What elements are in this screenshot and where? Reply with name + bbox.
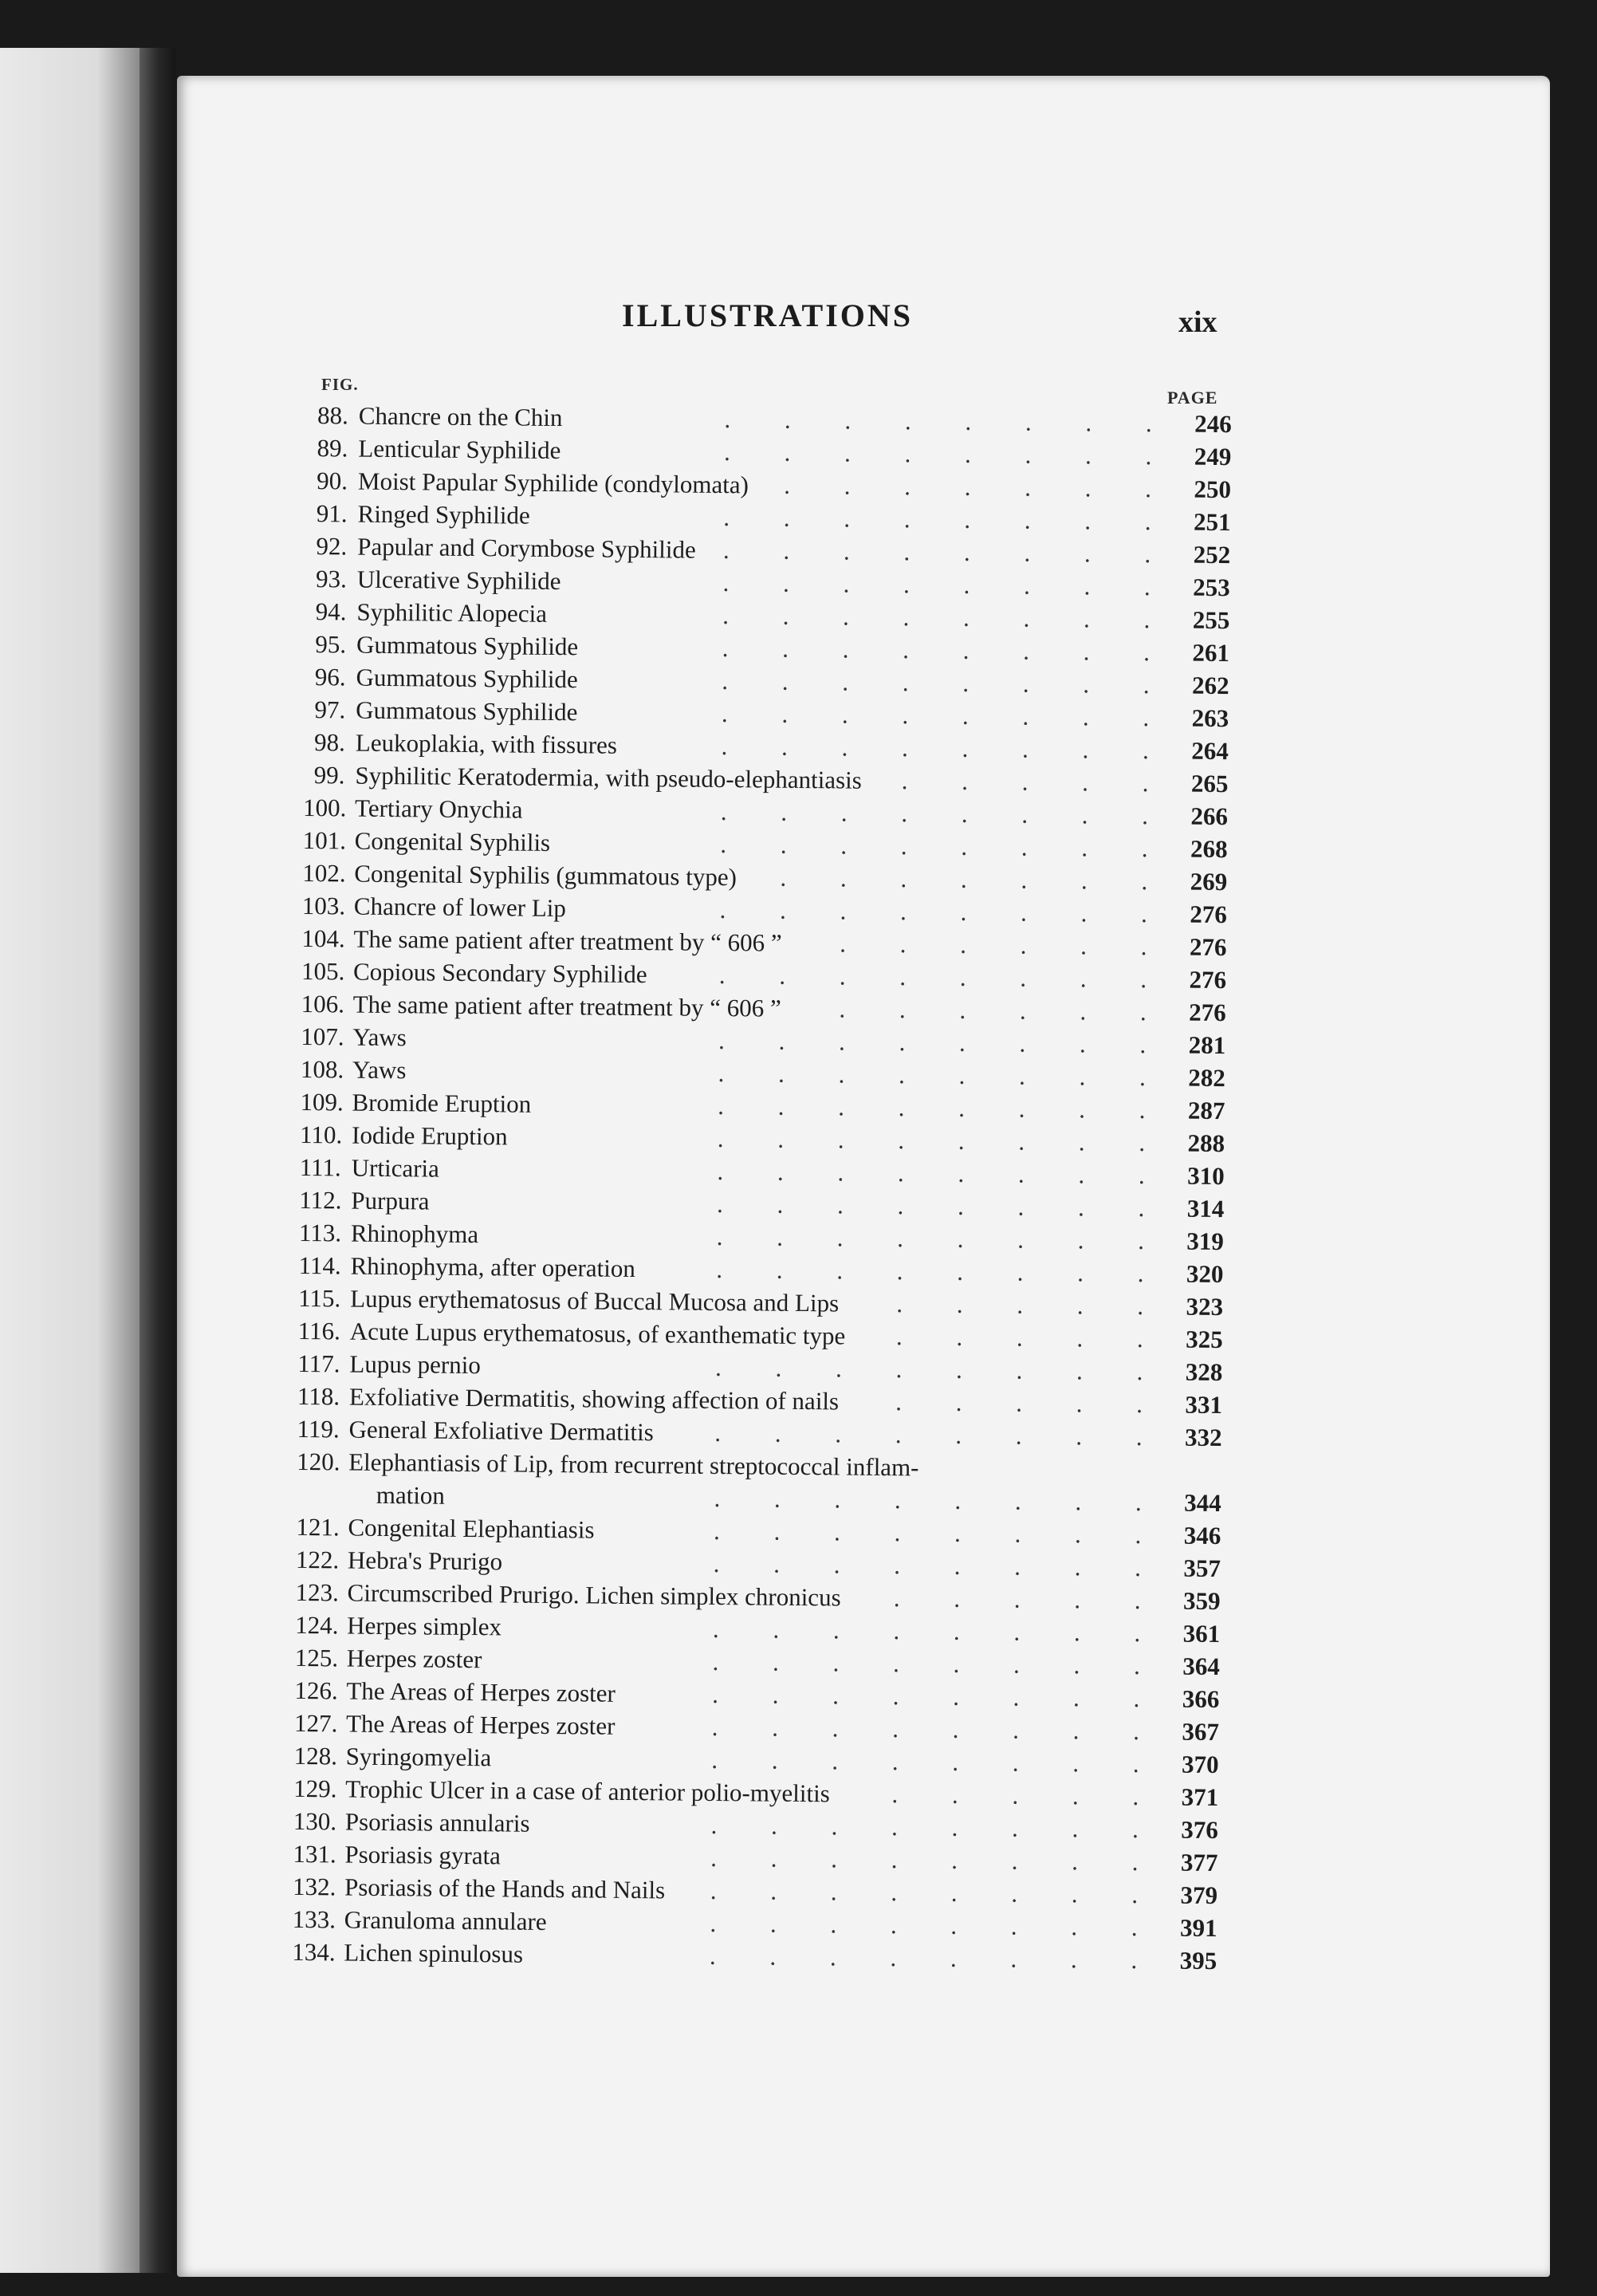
figure-number: 112. bbox=[299, 1185, 342, 1215]
figure-number: 96. bbox=[314, 663, 346, 691]
page-reference: 276 bbox=[1190, 900, 1228, 929]
dot-leader: . . . . . . . . bbox=[714, 1418, 1166, 1451]
figure-number: 103. bbox=[301, 891, 346, 920]
page-title: ILLUSTRATIONS bbox=[622, 297, 914, 333]
page-reference: 366 bbox=[1182, 1684, 1220, 1714]
page-reference: 265 bbox=[1190, 769, 1229, 798]
figure-title: Syphilitic Keratodermia, with pseudo-elephantiasis bbox=[355, 761, 862, 794]
dot-leader: . . . . . . . . bbox=[721, 732, 1173, 765]
page-reference: 249 bbox=[1194, 442, 1232, 471]
dot-leader: . . . . . . . . bbox=[716, 1254, 1168, 1288]
dot-leader: . . . . . . . . bbox=[710, 1810, 1162, 1844]
figure-number: 106. bbox=[301, 989, 345, 1018]
dot-leader: . . . . . . . bbox=[784, 471, 1176, 503]
figure-number: 104. bbox=[301, 924, 345, 953]
facing-page-edge bbox=[0, 48, 140, 2273]
page-reference: 359 bbox=[1182, 1586, 1221, 1616]
figure-title: Tertiary Onychia bbox=[354, 794, 523, 824]
dot-leader: . . . . . . . . bbox=[720, 830, 1172, 863]
dot-leader: . . . . . . . . bbox=[724, 405, 1176, 438]
page-reference: 325 bbox=[1186, 1325, 1223, 1354]
figure-number: 91. bbox=[316, 499, 348, 528]
figure-number: 114. bbox=[298, 1250, 341, 1280]
page-reference: 253 bbox=[1193, 573, 1230, 602]
figure-title: Iodide Eruption bbox=[351, 1120, 508, 1151]
page-reference: 250 bbox=[1194, 475, 1232, 504]
dot-leader: . . . . . . . . bbox=[712, 1647, 1164, 1680]
figure-title: Rhinophyma, after operation bbox=[350, 1251, 635, 1283]
figure-title: Chancre of lower Lip bbox=[353, 892, 567, 923]
figure-title: Syringomyelia bbox=[345, 1742, 492, 1772]
figure-number: 109. bbox=[300, 1087, 344, 1116]
figure-title: Moist Papular Syphilide (condylomata) bbox=[357, 467, 749, 499]
page-reference: 344 bbox=[1184, 1488, 1221, 1518]
figure-number: 129. bbox=[293, 1774, 337, 1803]
page-reference: 314 bbox=[1186, 1194, 1225, 1223]
figure-title: Herpes zoster bbox=[346, 1644, 482, 1674]
page-column-label: PAGE bbox=[1167, 388, 1218, 408]
figure-title: Yaws bbox=[352, 1055, 407, 1085]
figure-number: 130. bbox=[293, 1806, 337, 1836]
figure-number: 132. bbox=[292, 1872, 336, 1901]
dot-leader: . . . . . bbox=[895, 1322, 1167, 1353]
dot-leader: . . . . . . . . bbox=[720, 797, 1173, 830]
figure-title: Bromide Eruption bbox=[352, 1088, 532, 1118]
figure-title: Herpes simplex bbox=[347, 1611, 502, 1641]
figure-title: Congenital Syphilis bbox=[354, 826, 551, 857]
figure-number: 108. bbox=[300, 1054, 344, 1084]
dot-leader: . . . . . . . . bbox=[714, 1353, 1167, 1386]
figure-title: Congenital Syphilis (gummatous type) bbox=[354, 859, 738, 892]
dot-leader: . . . . . bbox=[896, 1290, 1168, 1321]
figure-number: 126. bbox=[294, 1676, 338, 1705]
figure-number: 99. bbox=[313, 761, 345, 790]
figure-number: 111. bbox=[299, 1152, 341, 1182]
fig-column-label: FIG. bbox=[321, 375, 359, 394]
page-reference: 395 bbox=[1179, 1946, 1217, 1975]
page-reference: 371 bbox=[1181, 1782, 1219, 1812]
figure-title: Psoriasis of the Hands and Nails bbox=[344, 1873, 666, 1904]
figure-title: Psoriasis annularis bbox=[344, 1807, 530, 1837]
figure-number: 116. bbox=[297, 1316, 341, 1345]
page-reference: 361 bbox=[1182, 1619, 1221, 1648]
dot-leader: . . . . . . . . bbox=[713, 1516, 1166, 1550]
dot-leader: . . . . . . . . bbox=[711, 1712, 1164, 1746]
page-reference: 276 bbox=[1189, 932, 1227, 962]
figure-title: Hebra's Prurigo bbox=[347, 1546, 503, 1576]
page-reference: 376 bbox=[1181, 1815, 1218, 1845]
page-reference: 276 bbox=[1188, 998, 1226, 1027]
page-reference: 251 bbox=[1193, 507, 1231, 537]
dot-leader: . . . . . . . . bbox=[716, 1222, 1169, 1255]
dot-leader: . . . . . . . . bbox=[722, 601, 1174, 634]
dot-leader: . . . . . bbox=[891, 1780, 1163, 1811]
page-reference: 246 bbox=[1194, 409, 1232, 439]
page-reference: 264 bbox=[1191, 736, 1229, 766]
dot-leader: . . . . . . . . bbox=[722, 634, 1174, 667]
page-reference: 357 bbox=[1183, 1554, 1221, 1583]
figure-title: Gummatous Syphilide bbox=[356, 695, 578, 727]
list-item bbox=[297, 1445, 1222, 1519]
figure-number: 88. bbox=[317, 401, 348, 430]
dot-leader: . . . . . . . . bbox=[723, 503, 1175, 536]
book-gutter bbox=[140, 48, 175, 2273]
page-reference: 323 bbox=[1186, 1292, 1224, 1321]
dot-leader: . . . . . . . . bbox=[712, 1680, 1164, 1713]
dot-leader: . . . . . . . . bbox=[716, 1189, 1169, 1223]
figure-number: 102. bbox=[302, 858, 346, 888]
dot-leader: . . . . . . . . bbox=[718, 1058, 1170, 1092]
figure-title: Gummatous Syphilide bbox=[356, 663, 578, 694]
page-reference: 282 bbox=[1188, 1063, 1226, 1093]
figure-number: 97. bbox=[314, 695, 346, 724]
page-reference: 252 bbox=[1193, 540, 1231, 569]
figure-title: Papular and Corymbose Syphilide bbox=[357, 532, 696, 564]
figure-title: The same patient after treatment by “ 606 ” bbox=[352, 990, 781, 1022]
page-reference: 320 bbox=[1186, 1259, 1224, 1289]
page-reference: 261 bbox=[1192, 638, 1230, 668]
page-reference: 263 bbox=[1191, 703, 1229, 733]
page-reference: 328 bbox=[1185, 1357, 1223, 1387]
figure-number: 94. bbox=[315, 597, 347, 626]
figure-title: Urticaria bbox=[351, 1153, 440, 1183]
dot-leader: . . . . . . . . bbox=[723, 438, 1176, 471]
page-reference: 269 bbox=[1190, 867, 1228, 896]
page-reference: 331 bbox=[1185, 1390, 1223, 1420]
figure-title: The Areas of Herpes zoster bbox=[345, 1709, 616, 1740]
figure-number: 115. bbox=[298, 1283, 341, 1313]
figure-title: Exfoliative Dermatitis, showing affection of nails bbox=[348, 1382, 840, 1416]
page-number: xix bbox=[1178, 305, 1217, 339]
figure-title: Lupus erythematosus of Buccal Mucosa and Lips bbox=[350, 1284, 840, 1317]
figure-number: 119. bbox=[297, 1414, 340, 1443]
figure-title: Granuloma annulare bbox=[344, 1905, 547, 1936]
dot-leader: . . . . . . . bbox=[780, 863, 1172, 896]
figure-number: 92. bbox=[316, 532, 348, 561]
figure-title: Copious Secondary Syphilide bbox=[352, 957, 647, 989]
dot-leader: . . . . . . . . bbox=[710, 1908, 1162, 1942]
dot-leader: . . . . . . . . bbox=[721, 699, 1174, 732]
page-reference: 377 bbox=[1180, 1848, 1218, 1877]
page-reference: 262 bbox=[1191, 671, 1229, 700]
dot-leader: . . . . . . . . bbox=[718, 1026, 1170, 1059]
figure-title: Purpura bbox=[351, 1186, 430, 1215]
dot-leader: . . . . . . . . bbox=[714, 1483, 1166, 1517]
dot-leader: . . . . . . . . bbox=[717, 1156, 1169, 1190]
page-reference: 255 bbox=[1192, 605, 1230, 635]
figure-title: Trophic Ulcer in a case of anterior polio-myelitis bbox=[345, 1774, 830, 1808]
dot-leader: . . . . . . . . bbox=[711, 1745, 1163, 1778]
figure-title: The same patient after treatment by “ 606 ” bbox=[353, 924, 782, 957]
page-reference: 288 bbox=[1187, 1128, 1225, 1158]
page-reference: 346 bbox=[1183, 1521, 1221, 1550]
page-reference: 287 bbox=[1187, 1096, 1225, 1125]
dot-leader: . . . . . . . . bbox=[717, 1124, 1170, 1157]
dot-leader: . . . . . . . . bbox=[719, 895, 1172, 928]
figure-title: Acute Lupus erythematosus, of exanthematic type bbox=[349, 1317, 846, 1350]
figure-number: 120. bbox=[297, 1447, 340, 1476]
figure-number: 93. bbox=[315, 565, 348, 593]
page-reference: 319 bbox=[1186, 1227, 1225, 1256]
figure-number: 90. bbox=[317, 467, 348, 495]
figure-title: Syphilitic Alopecia bbox=[356, 597, 548, 628]
dot-leader: . . . . . bbox=[895, 1388, 1167, 1419]
figure-number: 127. bbox=[293, 1708, 338, 1738]
figure-number: 89. bbox=[317, 434, 348, 463]
figure-number: 123. bbox=[295, 1577, 340, 1607]
figure-title: The Areas of Herpes zoster bbox=[346, 1676, 616, 1707]
page-reference: 281 bbox=[1188, 1030, 1226, 1060]
figure-number: 100. bbox=[302, 793, 347, 822]
page-reference: 364 bbox=[1182, 1652, 1220, 1681]
page-reference: 379 bbox=[1180, 1881, 1218, 1910]
figure-title: Ulcerative Syphilide bbox=[356, 565, 561, 596]
dot-leader: . . . . . . . . bbox=[722, 536, 1175, 569]
figure-number: 121. bbox=[296, 1512, 340, 1542]
figure-title: Congenital Elephantiasis bbox=[348, 1513, 595, 1544]
figure-number: 117. bbox=[297, 1349, 340, 1378]
page-reference: 332 bbox=[1184, 1423, 1222, 1452]
figure-title: Circumscribed Prurigo. Lichen simplex chronicus bbox=[347, 1578, 841, 1612]
figure-number: 118. bbox=[297, 1381, 340, 1411]
figure-title: Gummatous Syphilide bbox=[356, 630, 579, 661]
dot-leader: . . . . . bbox=[901, 766, 1173, 797]
figure-title: Leukoplakia, with fissures bbox=[355, 728, 618, 759]
figure-title: Lenticular Syphilide bbox=[358, 434, 561, 465]
dot-leader: . . . . . . . . bbox=[709, 1941, 1162, 1975]
figure-title: Elephantiasis of Lip, from recurrent streptococcal inflam- bbox=[348, 1447, 919, 1482]
page-reference: 276 bbox=[1189, 965, 1227, 994]
dot-leader: . . . . . . bbox=[839, 994, 1170, 1026]
dot-leader: . . . . . . . . bbox=[710, 1843, 1162, 1877]
page-reference: 268 bbox=[1190, 834, 1228, 864]
page-reference: 367 bbox=[1182, 1717, 1220, 1747]
figure-number: 105. bbox=[301, 956, 345, 986]
dot-leader: . . . . . . bbox=[840, 929, 1171, 961]
figure-number: 110. bbox=[299, 1120, 343, 1149]
figure-number: 128. bbox=[293, 1741, 338, 1770]
page-reference: 266 bbox=[1190, 801, 1229, 831]
figure-number: 95. bbox=[315, 630, 347, 659]
figure-title: Yaws bbox=[352, 1022, 407, 1052]
figure-title: Ringed Syphilide bbox=[357, 499, 530, 530]
dot-leader: . . . . . . . . bbox=[713, 1549, 1166, 1582]
figure-title: Lupus pernio bbox=[349, 1349, 482, 1380]
figure-title: Chancre on the Chin bbox=[358, 401, 563, 432]
figure-title-continuation: mation bbox=[376, 1480, 446, 1510]
figure-number: 131. bbox=[293, 1839, 336, 1869]
dot-leader: . . . . . bbox=[893, 1584, 1165, 1615]
figure-number: 134. bbox=[292, 1937, 336, 1967]
dot-leader: . . . . . . . . bbox=[718, 960, 1171, 994]
figure-title: Rhinophyma bbox=[350, 1219, 479, 1249]
dot-leader: . . . . . . . . bbox=[722, 667, 1174, 699]
figure-number: 98. bbox=[313, 728, 346, 757]
page-reference: 310 bbox=[1187, 1161, 1225, 1191]
illustrations-list bbox=[292, 399, 1232, 1977]
figure-number: 124. bbox=[295, 1610, 339, 1640]
dot-leader: . . . . . . . . bbox=[722, 569, 1174, 601]
figure-number: 125. bbox=[294, 1643, 339, 1672]
page-reference: 391 bbox=[1179, 1913, 1217, 1943]
figure-number: 113. bbox=[298, 1218, 342, 1247]
dot-leader: . . . . . . . . bbox=[718, 1091, 1170, 1124]
figure-number: 107. bbox=[301, 1022, 344, 1051]
figure-number: 133. bbox=[292, 1904, 336, 1934]
figure-number: 122. bbox=[295, 1545, 340, 1574]
page-reference: 370 bbox=[1181, 1750, 1219, 1779]
figure-number: 101. bbox=[302, 825, 347, 855]
figure-title: General Exfoliative Dermatitis bbox=[348, 1415, 654, 1447]
figure-title: Lichen spinulosus bbox=[344, 1938, 524, 1968]
dot-leader: . . . . . . . . bbox=[710, 1876, 1162, 1909]
dot-leader: . . . . . . . . bbox=[712, 1614, 1165, 1648]
figure-title: Psoriasis gyrata bbox=[344, 1840, 502, 1870]
